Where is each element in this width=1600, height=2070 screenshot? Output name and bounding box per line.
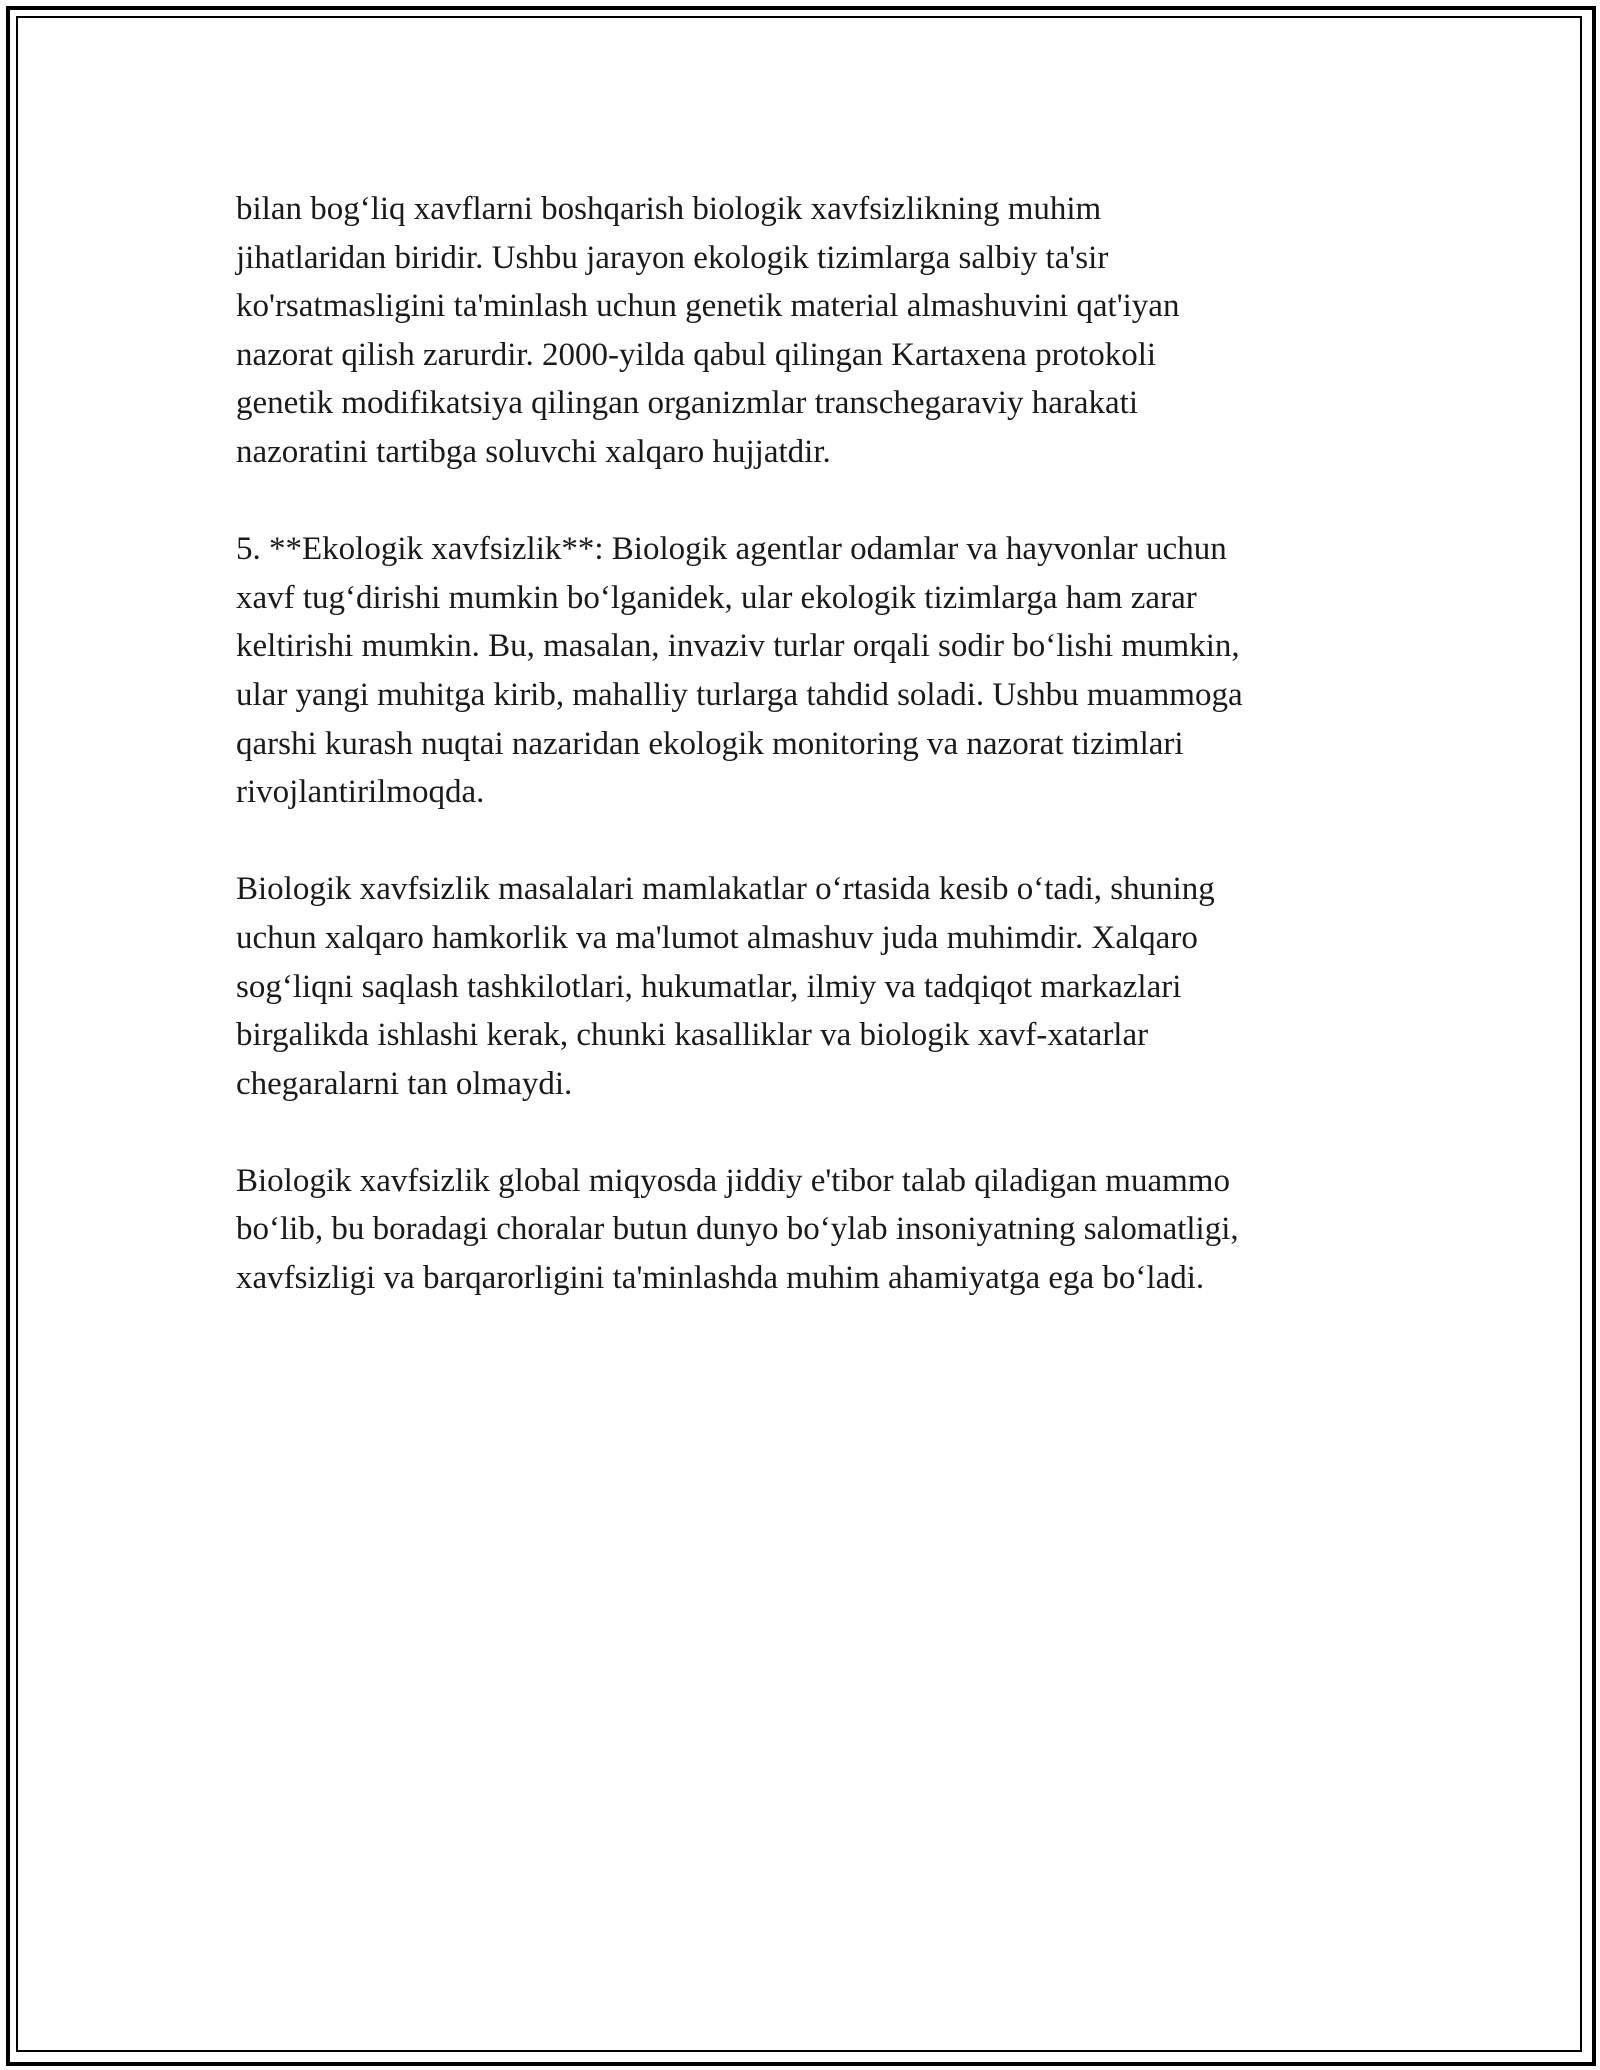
text-line: rivojlantirilmoqda. — [236, 774, 485, 811]
text-line: ko'rsatmasligini ta'minlash uchun genetik material almashuvini qat'iyan — [236, 288, 1180, 325]
text-line: nazoratini tartibga soluvchi xalqaro hujjatdir. — [236, 433, 831, 470]
text-line: jihatlaridan biridir. Ushbu jarayon ekologik tizimlarga salbiy ta'sir — [236, 239, 1109, 276]
text-line: keltirishi mumkin. Bu, masalan, invaziv turlar orqali sodir bo‘lishi mumkin, — [236, 628, 1240, 665]
text-line: bilan bog‘liq xavflarni boshqarish biologik xavfsizlikning muhim — [236, 191, 1102, 227]
text-line: sog‘liqni saqlash tashkilotlari, hukumatlar, ilmiy va tadqiqot markazlari — [236, 968, 1182, 1005]
text-line: uchun xalqaro hamkorlik va ma'lumot almashuv juda muhimdir. Xalqaro — [236, 919, 1198, 956]
paragraph-biosafety-gmo — [236, 185, 1376, 477]
text-line: nazorat qilish zarurdir. 2000-yilda qabul qilingan Kartaxena protokoli — [236, 336, 1157, 373]
text-line: 5. **Ekologik xavfsizlik**: Biologik agentlar odamlar va hayvonlar uchun — [236, 531, 1227, 568]
paragraph-international-cooperation — [236, 865, 1376, 1108]
text-line: chegaralarni tan olmaydi. — [236, 1065, 573, 1102]
text-line: qarshi kurash nuqtai nazaridan ekologik monitoring va nazorat tizimlari — [236, 725, 1184, 762]
paragraph-conclusion — [236, 1157, 1376, 1303]
text-line: genetik modifikatsiya qilingan organizmlar transchegaraviy harakati — [236, 385, 1138, 422]
text-line: Biologik xavfsizlik masalalari mamlakatlar o‘rtasida kesib o‘tadi, shuning — [236, 871, 1215, 908]
text-line: xavf tug‘dirishi mumkin bo‘lganidek, ular ekologik tizimlarga ham zarar — [236, 579, 1197, 616]
document-body — [236, 185, 1376, 1351]
text-line: xavfsizligi va barqarorligini ta'minlashda muhim ahamiyatga ega bo‘ladi. — [236, 1260, 1205, 1297]
text-line: ular yangi muhitga kirib, mahalliy turlarga tahdid soladi. Ushbu muammoga — [236, 676, 1243, 713]
text-line: Biologik xavfsizlik global miqyosda jiddiy e'tibor talab qiladigan muammo — [236, 1162, 1230, 1199]
text-line: birgalikda ishlashi kerak, chunki kasalliklar va biologik xavf-xatarlar — [236, 1017, 1149, 1054]
paragraph-ecological-safety — [236, 525, 1376, 817]
text-line: bo‘lib, bu boradagi choralar butun dunyo bo‘ylab insoniyatning salomatligi, — [236, 1211, 1239, 1248]
